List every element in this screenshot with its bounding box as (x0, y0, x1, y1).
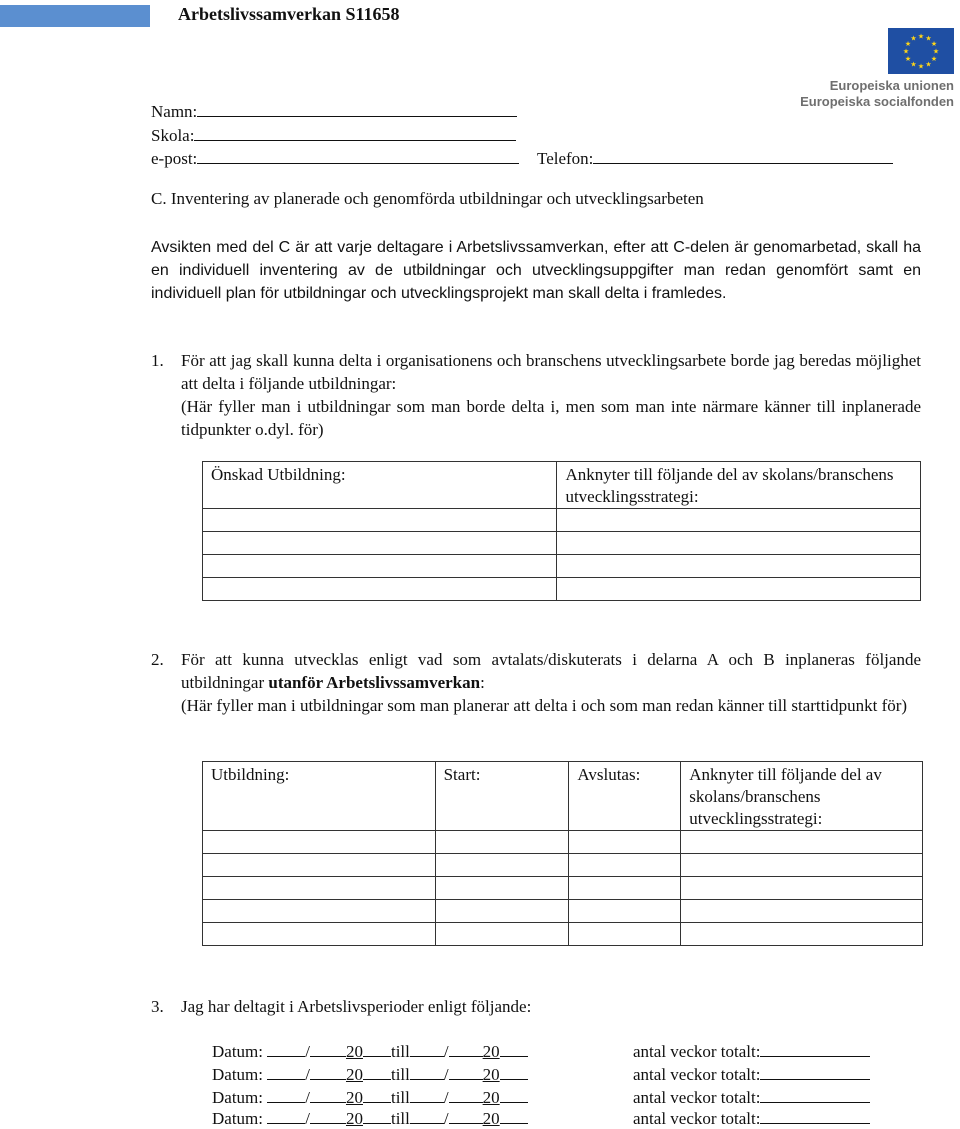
eu-logo-text (800, 78, 954, 110)
question-3 (151, 995, 921, 1018)
email-input-line[interactable] (197, 147, 519, 164)
year-prefix: 20 (482, 1042, 500, 1061)
table-cell[interactable] (681, 877, 923, 900)
table-cell[interactable] (681, 900, 923, 923)
table-cell[interactable] (203, 900, 436, 923)
table-cell[interactable] (569, 900, 681, 923)
eu-star-icon: ★ (904, 55, 912, 63)
date-slash: / (305, 1065, 310, 1084)
header-strategy-link: Anknyter till följande del av skolans/branschens utvecklingsstrategi: (557, 462, 921, 509)
end-day-blank[interactable] (410, 1108, 444, 1124)
eu-stars-icon (888, 28, 954, 74)
date-slash: / (443, 1088, 449, 1107)
start-day-blank[interactable] (267, 1041, 305, 1057)
end-month-blank[interactable] (449, 1108, 483, 1124)
datum-label: Datum: (212, 1065, 263, 1084)
question-2-number: 2. (151, 650, 164, 669)
year-prefix: 20 (345, 1088, 363, 1107)
table-cell[interactable] (435, 831, 569, 854)
phone-label: Telefon: (537, 149, 594, 168)
start-month-blank[interactable] (310, 1064, 346, 1080)
phone-field[interactable] (537, 147, 893, 169)
weeks-total-field[interactable] (633, 1108, 870, 1129)
table-cell[interactable] (557, 509, 921, 532)
question-2-text-before: För att kunna utvecklas enligt vad som avtalats/diskuterats i delarna A och B inplaneras följande utbildningar (181, 650, 921, 692)
start-year-blank[interactable] (363, 1064, 391, 1080)
weeks-total-field[interactable] (633, 1087, 870, 1108)
till-label: till (390, 1109, 410, 1128)
year-prefix: 20 (482, 1065, 500, 1084)
table-cell[interactable] (681, 831, 923, 854)
table-cell[interactable] (681, 923, 923, 946)
phone-input-line[interactable] (593, 147, 893, 164)
table-cell[interactable] (203, 578, 557, 601)
table-planned-training (202, 761, 923, 946)
table-cell[interactable] (203, 923, 436, 946)
table-row[interactable] (203, 854, 923, 877)
email-field[interactable] (151, 147, 519, 169)
eu-star-icon: ★ (902, 47, 910, 56)
start-year-blank[interactable] (363, 1041, 391, 1057)
start-day-blank[interactable] (267, 1064, 305, 1080)
eu-star-icon: ★ (930, 40, 938, 48)
question-2-note: (Här fyller man i utbildningar som man planerar att delta i och som man redan känner till starttidpunkt för) (181, 696, 908, 715)
table-cell[interactable] (569, 923, 681, 946)
table-row[interactable] (203, 900, 923, 923)
year-prefix: 20 (482, 1109, 500, 1128)
table-cell[interactable] (435, 900, 569, 923)
eu-star-icon: ★ (910, 34, 917, 43)
question-1-note: (Här fyller man i utbildningar som man borde delta i, men som man inte närmare känner till inplanerade tidpunkter o.dyl. för) (181, 397, 921, 439)
eu-star-icon: ★ (904, 40, 912, 48)
year-prefix: 20 (345, 1109, 363, 1128)
datum-label: Datum: (212, 1109, 263, 1128)
question-1-text: För att jag skall kunna delta i organisationens och branschens utvecklingsarbete borde jag beredas möjlighet att delta i följande utbildningar: (181, 351, 921, 393)
weeks-total-field[interactable] (633, 1041, 870, 1062)
date-row (212, 1087, 528, 1108)
start-month-blank[interactable] (310, 1087, 346, 1103)
table-cell[interactable] (435, 923, 569, 946)
table-cell[interactable] (569, 854, 681, 877)
weeks-label: antal veckor totalt: (633, 1088, 761, 1107)
end-month-blank[interactable] (449, 1087, 483, 1103)
table-row[interactable] (203, 877, 923, 900)
school-field[interactable] (151, 124, 516, 146)
eu-star-icon: ★ (917, 32, 925, 41)
weeks-label: antal veckor totalt: (633, 1065, 761, 1084)
year-prefix: 20 (482, 1088, 500, 1107)
question-1 (151, 349, 921, 441)
table-row[interactable] (203, 532, 921, 555)
header-start: Start: (435, 762, 569, 831)
header-accent-bar (0, 5, 150, 27)
name-label: Namn: (151, 102, 198, 121)
header-training: Utbildning: (203, 762, 436, 831)
name-input-line[interactable] (197, 100, 517, 117)
school-label: Skola: (151, 126, 195, 145)
eu-star-icon: ★ (917, 62, 925, 71)
date-slash: / (443, 1109, 449, 1128)
datum-label: Datum: (212, 1042, 263, 1061)
end-month-blank[interactable] (449, 1041, 483, 1057)
table-cell[interactable] (557, 532, 921, 555)
question-2-text-after: : (480, 673, 485, 692)
datum-label: Datum: (212, 1088, 263, 1107)
date-slash: / (443, 1042, 449, 1061)
table-row[interactable] (203, 923, 923, 946)
table-cell[interactable] (557, 555, 921, 578)
date-row (212, 1041, 528, 1062)
weeks-blank[interactable] (760, 1041, 870, 1057)
date-slash: / (443, 1065, 449, 1084)
header-end: Avslutas: (569, 762, 681, 831)
date-row (212, 1064, 528, 1085)
question-3-text: Jag har deltagit i Arbetslivsperioder enligt följande: (181, 997, 532, 1016)
header-strategy-link: Anknyter till följande del av skolans/branschens utvecklingsstrategi: (681, 762, 923, 831)
table-cell[interactable] (557, 578, 921, 601)
eu-flag-logo (888, 28, 954, 74)
question-2 (151, 648, 921, 717)
till-label: till (390, 1088, 410, 1107)
date-row (212, 1108, 528, 1129)
table-cell[interactable] (203, 532, 557, 555)
end-day-blank[interactable] (410, 1041, 444, 1057)
end-month-blank[interactable] (449, 1064, 483, 1080)
question-2-text-bold: utanför Arbetslivssamverkan (268, 673, 481, 692)
till-label: till (390, 1065, 410, 1084)
weeks-blank[interactable] (760, 1108, 870, 1124)
question-3-number: 3. (151, 997, 164, 1016)
table-cell[interactable] (203, 877, 436, 900)
table-cell[interactable] (203, 509, 557, 532)
end-year-blank[interactable] (500, 1087, 528, 1103)
end-year-blank[interactable] (500, 1041, 528, 1057)
table-cell[interactable] (435, 854, 569, 877)
eu-star-icon: ★ (910, 60, 917, 69)
weeks-label: antal veckor totalt: (633, 1042, 761, 1061)
school-input-line[interactable] (194, 124, 516, 141)
weeks-label: antal veckor totalt: (633, 1109, 761, 1128)
end-year-blank[interactable] (500, 1064, 528, 1080)
weeks-blank[interactable] (760, 1064, 870, 1080)
end-day-blank[interactable] (410, 1064, 444, 1080)
start-month-blank[interactable] (310, 1041, 346, 1057)
eu-logo-line1: Europeiska unionen (829, 78, 954, 93)
end-day-blank[interactable] (410, 1087, 444, 1103)
question-1-number: 1. (151, 351, 164, 370)
question-2-text (181, 648, 921, 694)
email-label: e-post: (151, 149, 198, 168)
till-label: till (390, 1042, 410, 1061)
eu-star-icon: ★ (930, 55, 938, 63)
table-desired-training (202, 461, 921, 601)
date-slash: / (305, 1109, 310, 1128)
document-title: Arbetslivssamverkan S11658 (178, 4, 400, 24)
eu-star-icon: ★ (925, 60, 932, 69)
year-prefix: 20 (345, 1065, 363, 1084)
eu-star-icon: ★ (925, 34, 932, 43)
section-intro: Avsikten med del C är att varje deltagare i Arbetslivssamverkan, efter att C-delen är genomarbetad, skall ha en individuell inventering av de utbildningar och utvecklingsuppgifter man redan genomfört samt en individuell plan för utbildningar och utvecklingsprojekt man skall delta i framledes. (151, 239, 921, 302)
date-slash: / (305, 1088, 310, 1107)
eu-logo-line2: Europeiska socialfonden (800, 94, 954, 109)
date-slash: / (305, 1042, 310, 1061)
end-year-blank[interactable] (500, 1108, 528, 1124)
start-year-blank[interactable] (363, 1108, 391, 1124)
table-row[interactable] (203, 831, 923, 854)
table-cell[interactable] (569, 831, 681, 854)
table-cell[interactable] (569, 877, 681, 900)
start-day-blank[interactable] (267, 1108, 305, 1124)
year-prefix: 20 (345, 1042, 363, 1061)
weeks-blank[interactable] (760, 1087, 870, 1103)
table-row[interactable] (203, 555, 921, 578)
table-cell[interactable] (203, 555, 557, 578)
eu-star-icon: ★ (932, 47, 940, 56)
section-heading: C. Inventering av planerade och genomförda utbildningar och utvecklingsarbeten (151, 189, 704, 208)
start-day-blank[interactable] (267, 1087, 305, 1103)
table-cell[interactable] (435, 877, 569, 900)
name-field[interactable] (151, 100, 517, 122)
table-cell[interactable] (203, 854, 436, 877)
weeks-total-field[interactable] (633, 1064, 870, 1085)
table-cell[interactable] (681, 854, 923, 877)
table-cell[interactable] (203, 831, 436, 854)
start-month-blank[interactable] (310, 1108, 346, 1124)
start-year-blank[interactable] (363, 1087, 391, 1103)
header-desired-training: Önskad Utbildning: (203, 462, 557, 509)
table-row[interactable] (203, 578, 921, 601)
table-row[interactable] (203, 509, 921, 532)
